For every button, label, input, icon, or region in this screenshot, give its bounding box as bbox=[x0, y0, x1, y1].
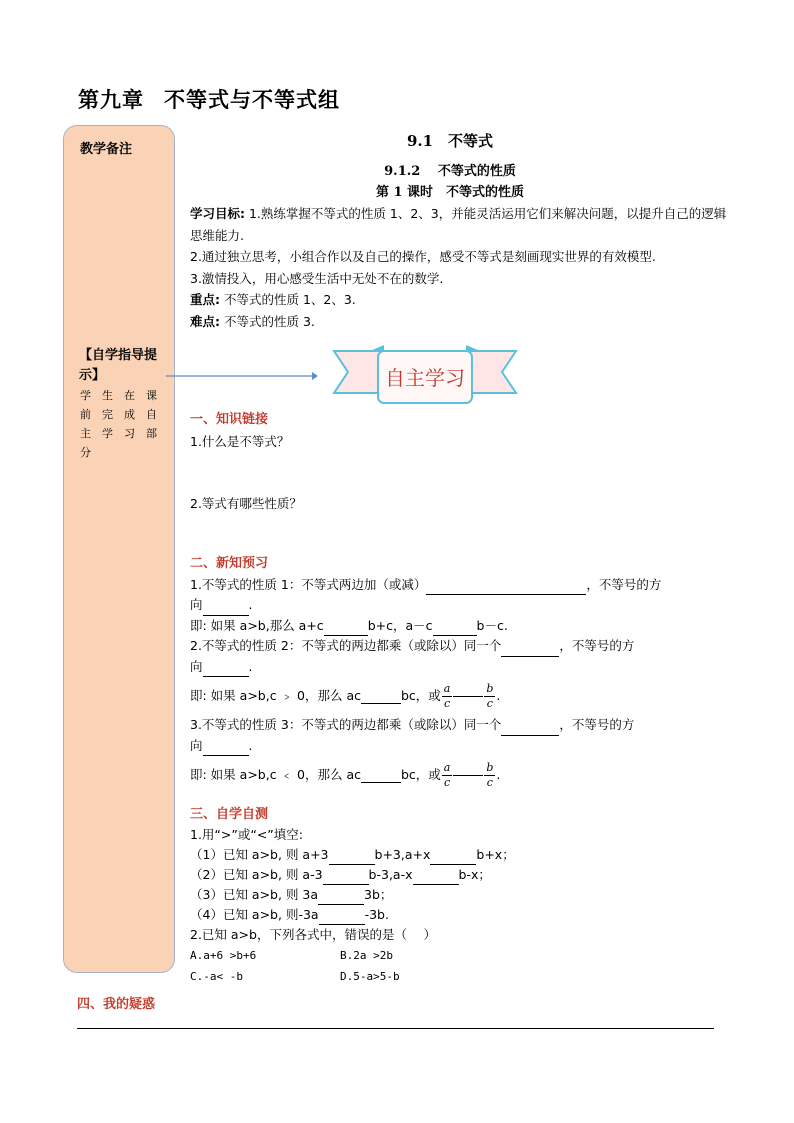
choice-c[interactable]: C.-a< -b bbox=[190, 970, 243, 983]
diff-text: 不等式的性质 3. bbox=[220, 313, 315, 329]
numerator: b bbox=[486, 760, 494, 774]
lesson-title: 第 1 课时 不等式的性质 bbox=[375, 185, 525, 200]
self-study-banner bbox=[322, 345, 528, 407]
property-1-tail: ，不等号的方 bbox=[586, 576, 662, 592]
section-2-title: 二、新知预习 bbox=[190, 556, 269, 571]
blank[interactable] bbox=[319, 910, 365, 925]
property-1-line2: 向 . bbox=[190, 595, 730, 616]
goal-1 bbox=[190, 203, 730, 246]
blank[interactable] bbox=[203, 662, 249, 677]
sidebar-title: 教学备注 bbox=[80, 142, 133, 157]
property-3-tail: ，不等号的方 bbox=[559, 717, 635, 732]
property-1-text: 1.不等式的性质 1：不等式两边加（或减） bbox=[190, 576, 427, 592]
choices-row-2 bbox=[190, 966, 730, 987]
numerator: b bbox=[486, 681, 494, 695]
denominator: c bbox=[486, 775, 493, 789]
key-point bbox=[190, 289, 730, 311]
blank[interactable] bbox=[453, 775, 483, 776]
key-label: 重点: bbox=[190, 292, 220, 307]
arrow-right-icon bbox=[166, 369, 318, 383]
property-2 bbox=[190, 636, 730, 657]
self-test bbox=[190, 805, 730, 987]
denominator: c bbox=[443, 696, 451, 710]
knowledge-link bbox=[190, 409, 730, 515]
example-3-a: 即: 如果 a>b,c ﹤ 0，那么 ac bbox=[190, 766, 361, 782]
item-2-a: （2）已知 a>b, 则 a-3 bbox=[190, 867, 323, 882]
question-1: 1.什么是不等式？ bbox=[190, 433, 290, 449]
blank[interactable] bbox=[426, 580, 586, 595]
example-1-a: 即: 如果 a>b,那么 a+c bbox=[190, 617, 324, 633]
property-1 bbox=[190, 575, 730, 596]
chapter-number: 第九章 bbox=[78, 87, 144, 112]
example-2-b: bc，或 bbox=[400, 687, 441, 703]
sidebar-hint-text: 学生在课前完成自主学习部分 bbox=[80, 389, 164, 459]
direction-label: 向 bbox=[190, 737, 203, 753]
property-3-line2: 向 . bbox=[190, 736, 730, 757]
item-1-a: （1）已知 a>b, 则 a+3 bbox=[190, 847, 329, 862]
blank[interactable] bbox=[203, 741, 249, 756]
blank[interactable] bbox=[318, 890, 364, 905]
teaching-notes-sidebar bbox=[63, 125, 175, 973]
blank[interactable] bbox=[361, 768, 401, 783]
blank[interactable] bbox=[361, 689, 401, 704]
new-knowledge-preview bbox=[190, 554, 730, 794]
item-3 bbox=[190, 885, 730, 905]
section-1-title: 一、知识链接 bbox=[190, 412, 269, 427]
test-question-1: 1.用“>”或“<”填空: bbox=[190, 827, 303, 842]
item-4-b: -3b. bbox=[364, 907, 389, 922]
blank[interactable] bbox=[430, 850, 476, 865]
denominator: c bbox=[443, 775, 451, 789]
choice-d[interactable]: D.5-a>5-b bbox=[340, 970, 400, 983]
section-title: 9.1 不等式 bbox=[406, 132, 494, 150]
blank[interactable] bbox=[329, 850, 375, 865]
divider-line bbox=[77, 1028, 714, 1029]
fraction-a-over-c bbox=[442, 682, 453, 711]
item-4-a: （4）已知 a>b, 则-3a bbox=[190, 907, 319, 922]
property-3 bbox=[190, 715, 730, 736]
numerator: a bbox=[443, 681, 451, 695]
example-3-b: bc，或 bbox=[400, 766, 441, 782]
goal-1-text: 1.熟练掌握不等式的性质 1、2、3，并能灵活运用它们来解决问题，以提升自己的逻辑思维能力. bbox=[190, 206, 727, 243]
choices-row-1 bbox=[190, 945, 730, 966]
property-3-text: 3.不等式的性质 3：不等式的两边都乘（或除以）同一个 bbox=[190, 717, 502, 732]
item-1 bbox=[190, 845, 730, 865]
section-3-title: 三、自学自测 bbox=[190, 807, 269, 822]
item-1-b: b+3,a+x bbox=[374, 847, 431, 862]
numerator: a bbox=[443, 760, 451, 774]
blank[interactable] bbox=[453, 696, 483, 697]
fraction-b-over-c bbox=[484, 761, 495, 790]
subsection-title: 9.1.2 不等式的性质 bbox=[384, 164, 516, 179]
fraction-a-over-c bbox=[442, 761, 453, 790]
direction-label: 向 bbox=[190, 658, 203, 674]
property-2-text: 2.不等式的性质 2：不等式的两边都乘（或除以）同一个 bbox=[190, 638, 502, 653]
example-1-c: b－c. bbox=[476, 617, 508, 633]
chapter-title: 不等式与不等式组 bbox=[164, 87, 340, 112]
property-2-tail: ，不等号的方 bbox=[559, 638, 635, 653]
sidebar-hint-title: 【自学指导提示】 bbox=[79, 348, 158, 383]
key-text: 不等式的性质 1、2、3. bbox=[220, 292, 356, 307]
blank[interactable] bbox=[501, 642, 559, 657]
blank[interactable] bbox=[203, 601, 249, 616]
question-2: 2.等式有哪些性质？ bbox=[190, 496, 302, 511]
chapter-heading bbox=[78, 84, 360, 114]
item-3-a: （3）已知 a>b, 则 3a bbox=[190, 887, 319, 902]
item-4 bbox=[190, 905, 730, 925]
example-3: 即: 如果 a>b,c ﹤ 0，那么 ac bc，或 $\frac{a}{c}$ $\frac{b}{c}$ . bbox=[190, 760, 501, 789]
choice-a[interactable]: A.a+6 >b+6 bbox=[190, 949, 257, 962]
section-4-title: 四、我的疑惑 bbox=[77, 997, 156, 1012]
example-2: 即: 如果 a>b,c ﹥ 0，那么 ac bc，或 $\frac{a}{c}$ $\frac{b}{c}$ . bbox=[190, 681, 501, 710]
test-question-2: 2.已知 a>b，下列各式中，错误的是（ ） bbox=[190, 927, 436, 942]
fraction-b-over-c bbox=[484, 682, 495, 711]
diff-label: 难点: bbox=[190, 313, 220, 329]
goal-2: 2.通过独立思考，小组合作以及自己的操作，感受不等式是刻画现实世界的有效模型. bbox=[190, 249, 656, 264]
choice-b[interactable]: B.2a >2b bbox=[340, 949, 393, 962]
blank[interactable] bbox=[501, 721, 559, 736]
example-1-b: b+c，a－c bbox=[367, 617, 433, 633]
banner-text: 自主学习 bbox=[385, 366, 465, 390]
blank[interactable] bbox=[433, 621, 477, 636]
item-2-c: b-x； bbox=[458, 867, 491, 882]
item-3-b: 3b； bbox=[364, 887, 393, 902]
item-2 bbox=[190, 865, 730, 885]
blank[interactable] bbox=[413, 870, 459, 885]
direction-label: 向 bbox=[190, 597, 203, 612]
example-2-a: 即: 如果 a>b,c ﹥ 0，那么 ac bbox=[190, 687, 361, 703]
item-1-c: b+x； bbox=[476, 847, 515, 862]
goal-3: 3.激情投入，用心感受生活中无处不在的数学. bbox=[190, 270, 444, 286]
difficult-point bbox=[190, 311, 730, 333]
denominator: c bbox=[486, 696, 493, 710]
example-1 bbox=[190, 616, 730, 637]
goals-label: 学习目标: bbox=[190, 206, 245, 221]
property-2-line2: 向 . bbox=[190, 657, 730, 678]
item-2-b: b-3,a-x bbox=[368, 867, 413, 882]
learning-goals bbox=[190, 203, 730, 332]
blank[interactable] bbox=[324, 621, 368, 636]
blank[interactable] bbox=[323, 870, 369, 885]
